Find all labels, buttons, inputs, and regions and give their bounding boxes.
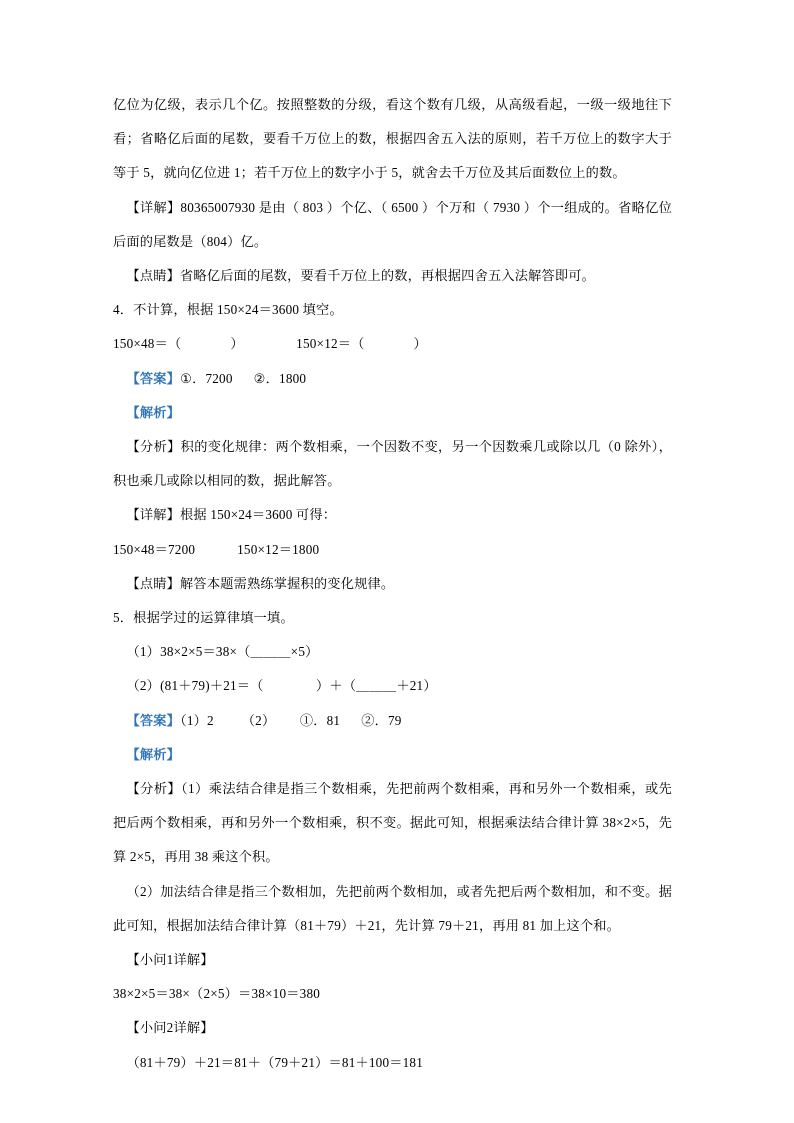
question4-detail-intro: 【详解】根据 150×24＝3600 可得：: [126, 507, 337, 523]
question3-highlight-paragraph: 【点睛】省略亿后面的尾数，要看千万位上的数，再根据四舍五入法解答即可。: [126, 268, 596, 284]
question4-stem: 4．不计算，根据 150×24＝3600 填空。: [113, 302, 343, 318]
question5-sub1-detail-body: 38×2×5＝38×（2×5）＝38×10＝380: [113, 986, 321, 1002]
question5-sub2-detail-body: （81＋79）＋21＝81＋（79＋21）＝81＋100＝181: [126, 1054, 424, 1070]
question5-sub2-detail-label: 【小问2详解】: [126, 1020, 214, 1036]
question5-sub1-detail-label: 【小问1详解】: [126, 952, 214, 968]
answer-label: 【答案】: [126, 712, 181, 728]
question5-stem: 5．根据学过的运算律填一填。: [113, 610, 294, 626]
question5-analyze-paragraph-2: （2）加法结合律是指三个数相加，先把前两个数相加，或者先把后两个数相加，和不变。据此可知，根据加法结合律计算（81＋79）＋21，先计算 79＋21，再用 81 加上这个和。: [113, 883, 672, 933]
question5-sub2-line: （2）(81＋79)＋21＝（ ）＋（＿＿＿＋21）: [126, 678, 437, 694]
carryover-paragraph: 亿位为亿级，表示几个亿。按照整数的分级，看这个数有几级，从高级看起，一级一级地往下看；省略亿后面的尾数，要看千万位上的数，根据四舍五入法的原则，若千万位上的数字大于等于 5，就向亿位进 1；若千万位上的数字小于 5，就舍去千万位及其后面数位上的数。: [113, 97, 672, 181]
question4-analyze-paragraph: 【分析】积的变化规律：两个数相乘，一个因数不变，另一个因数乘几或除以几（0 除外），积也乘几或除以相同的数，据此解答。: [113, 439, 672, 489]
question4-highlight-paragraph: 【点睛】解答本题需熟练掌握积的变化规律。: [126, 575, 395, 591]
answer-label: 【答案】: [126, 370, 181, 386]
question4-detail-line: 150×48＝7200 150×12＝1800: [113, 541, 320, 557]
question5-analyze-paragraph-1: 【分析】（1）乘法结合律是指三个数相乘，先把前两个数相乘，再和另外一个数相乘，或先把后两个数相乘，再和另外一个数相乘，积不变。据此可知，根据乘法结合律计算 38×2×5，先算 2×5，再用 38 乘这个积。: [113, 781, 672, 865]
analysis-label: 【解析】: [126, 746, 181, 762]
document-body: [113, 88, 672, 1080]
question3-detail-paragraph: 【详解】80365007930 是由（ 803 ）个亿、（ 6500 ）个万和（ 7930 ）个一组成的。省略亿位后面的尾数是（804）亿。: [113, 199, 672, 249]
analysis-label: 【解析】: [126, 404, 181, 420]
question5-sub1-line: （1）38×2×5＝38×（＿＿＿×5）: [126, 644, 319, 660]
question4-analysis-line: [113, 396, 672, 430]
question5-analysis-line: [113, 738, 672, 772]
question4-answer-body: ①．7200 ②．1800: [180, 370, 307, 386]
question5-answer-body: （1）2 （2） ①．81 ②．79: [180, 712, 402, 728]
question4-answer-line: [113, 362, 672, 396]
question5-answer-line: [113, 704, 672, 738]
question4-blanks-line: 150×48＝（ ） 150×12＝（ ）: [113, 336, 427, 352]
